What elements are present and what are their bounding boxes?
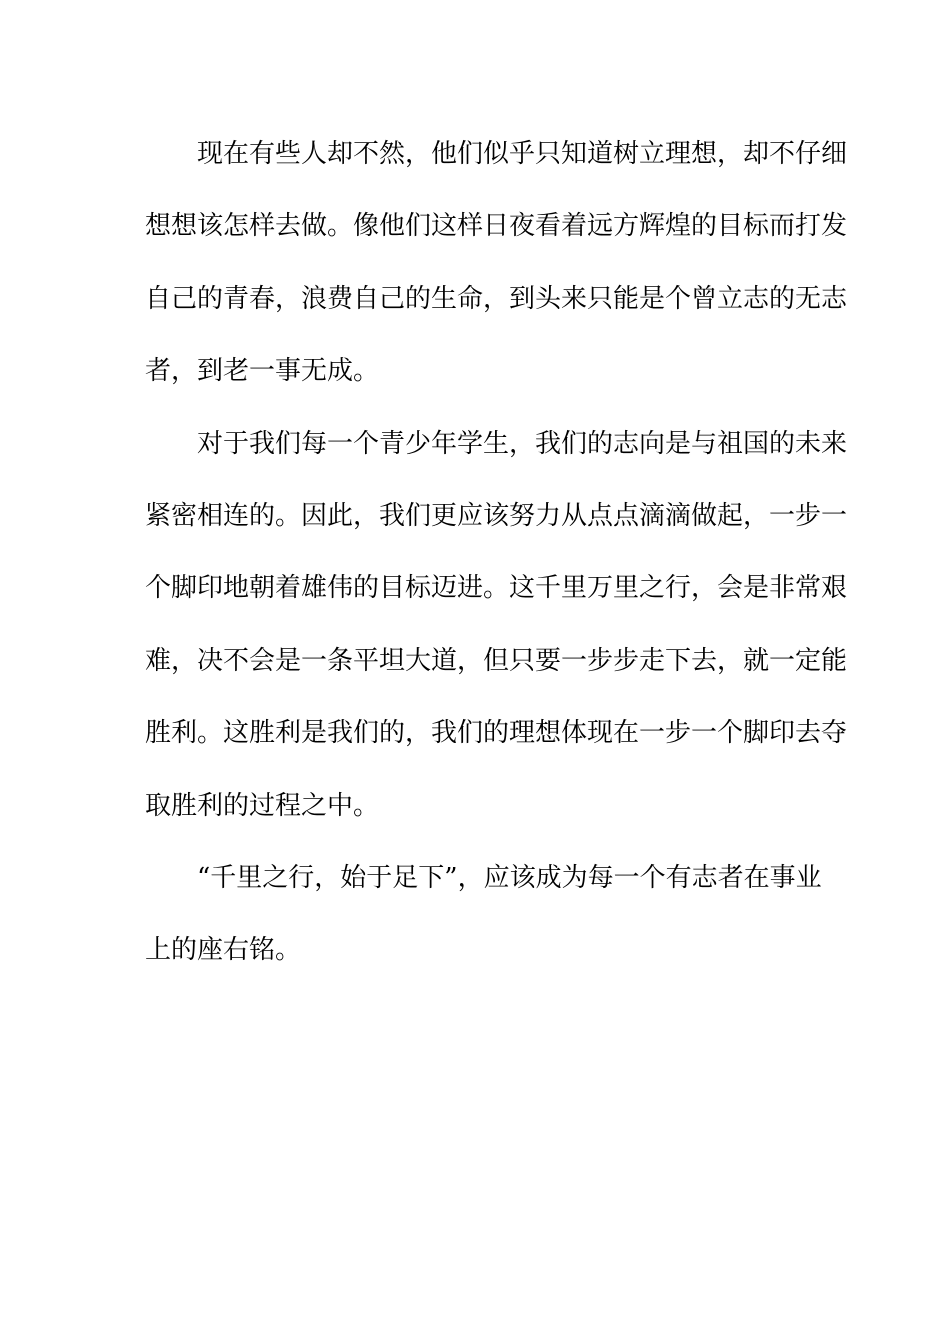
paragraph-line: 自己的青春，浪费自己的生命，到头来只能是个曾立志的无志	[145, 283, 848, 314]
paragraph-line: 难，决不会是一条平坦大道，但只要一步步走下去，就一定能	[145, 645, 848, 676]
paragraph-2	[145, 418, 848, 832]
paragraph-line: 现在有些人却不然，他们似乎只知道树立理想，却不仔细	[197, 139, 848, 169]
paragraph-line: 胜利。这胜利是我们的，我们的理想体现在一步一个脚印去夺	[145, 718, 848, 749]
paragraph-line: 上的座右铭。	[145, 935, 302, 966]
paragraph-line: 取胜利的过程之中。	[145, 790, 380, 821]
document-body	[145, 128, 848, 997]
paragraph-line: 者，到老一事无成。	[145, 356, 380, 387]
paragraph-line: 想想该怎样去做。像他们这样日夜看着远方辉煌的目标而打发	[145, 211, 848, 242]
paragraph-line: 个脚印地朝着雄伟的目标迈进。这千里万里之行，会是非常艰	[145, 573, 848, 604]
paragraph-line: 对于我们每一个青少年学生，我们的志向是与祖国的未来	[197, 428, 848, 459]
paragraph-1	[145, 128, 848, 397]
paragraph-3	[145, 852, 822, 976]
paragraph-line: “千里之行，始于足下”，应该成为每一个有志者在事业	[197, 862, 822, 893]
paragraph-line: 紧密相连的。因此，我们更应该努力从点点滴滴做起，一步一	[145, 500, 848, 531]
